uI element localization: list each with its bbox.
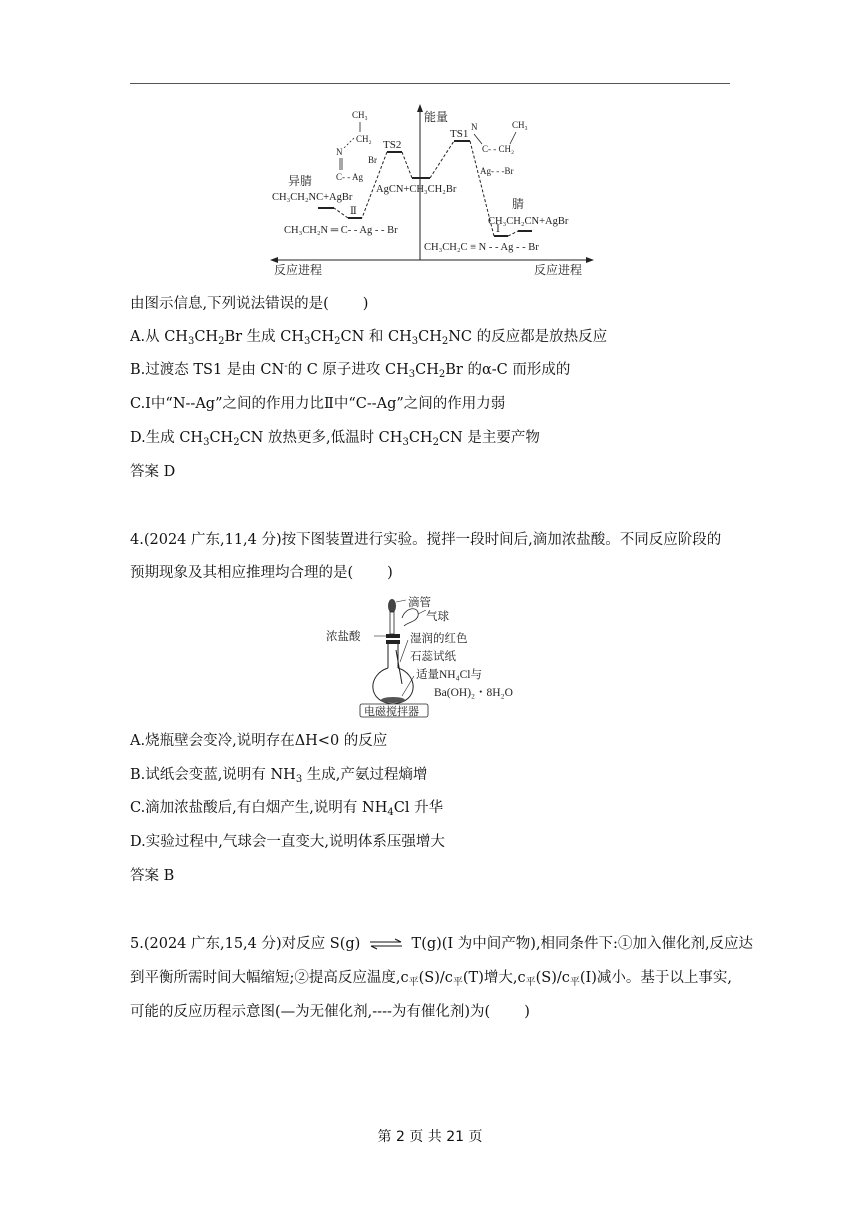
int2-species: CH₃CH₂N ═ C- - Ag - - Br (284, 225, 398, 236)
int2-label: Ⅱ (350, 206, 357, 217)
ts2-c-ag: C- - Ag (336, 172, 363, 182)
energy-diagram (262, 100, 598, 280)
q5-line2: 到平衡所需时间大幅缩短;②提高反应温度$,c_平(S)/c_平(T)$增大$,c_平(S)/c_平(I)$减小。基于以上事实, (130, 970, 733, 988)
q3-option-c: C.Ⅰ中“N--Ag”之间的作用力比Ⅱ中“C--Ag”之间的作用力弱 (130, 396, 506, 412)
ts2-label: TS2 (383, 139, 402, 151)
q5-line1: 5.(2024 广东,15,4 分)对反应 S(g) T(g)(I 为中间产物),相同条件下:①加入催化剂,反应达 (130, 936, 754, 952)
ts1-ch3: CH₃ (512, 120, 528, 130)
nitrile-label: 腈 (512, 197, 525, 211)
hcl-label: 浓盐酸 (326, 631, 361, 643)
balloon-label: 气球 (426, 611, 449, 623)
left-product: CH₃CH₂NC+AgBr (272, 192, 353, 203)
center-species: AgCN+CH₃CH₂Br (376, 184, 457, 195)
ts2-ch3: CH₃ (352, 110, 368, 120)
dropper-label: 滴管 (408, 597, 431, 609)
progress-right-label: 反应进程 (534, 263, 583, 277)
q4-option-d: D.实验过程中,气球会一直变大,说明体系压强增大 (130, 834, 445, 850)
progress-left-label: 反应进程 (274, 263, 323, 277)
q3-option-b: B.过渡态 TS1 是由 CN-的 C 原子进攻 $CH_3CH_2Br$ 的α-C 而形成的 (130, 361, 571, 380)
ts1-label: TS1 (450, 128, 469, 140)
ts1-n: N (471, 122, 478, 132)
q4-option-c: C.滴加浓盐酸后,有白烟产生,说明有 $NH_4Cl$ 升华 (130, 800, 444, 818)
reagent-label-2: Ba(OH)₂・8H₂O (434, 687, 513, 699)
ts2-ch2: CH₂ (356, 134, 372, 144)
ts1-c-ch2: C- - CH₂ (482, 144, 515, 154)
q3-option-a: A.从 $CH_3CH_2Br$ 生成 $CH_3CH_2CN$ 和 $CH_3CH_2NC$ 的反应都是放热反应 (130, 329, 608, 347)
q4-option-b: B.试纸会变蓝,说明有 $NH_3$ 生成,产氨过程熵增 (130, 767, 428, 785)
ts1-ag-br: Ag- - -Br (480, 166, 514, 176)
isonitrile-label: 异腈 (288, 174, 313, 188)
ts2-n: N (336, 147, 343, 157)
q4-option-a: A.烧瓶壁会变冷,说明存在ΔH<0 的反应 (130, 733, 388, 749)
right-product: CH₃CH₂CN+AgBr (488, 216, 569, 227)
energy-axis-label: 能量 (424, 110, 449, 124)
int1-species: CH₃CH₂C ≡ N - - Ag - - Br (424, 242, 539, 253)
q4-stem-line1: 4.(2024 广东,11,4 分)按下图装置进行实验。搅拌一段时间后,滴加浓盐酸。不同反应阶段的 (130, 532, 722, 548)
q3-option-d: D.生成 $CH_3CH_2CN$ 放热更多,低温时 $CH_3CH_2CN$ 是主要产物 (130, 430, 540, 448)
q4-answer: 答案 B (130, 868, 175, 884)
equilibrium-arrow-icon (369, 938, 403, 950)
litmus-label-1: 湿润的红色 (410, 633, 468, 645)
q3-stem: 由图示信息,下列说法错误的是( ) (130, 296, 369, 312)
apparatus-figure (326, 592, 536, 718)
reagent-label-1: 适量NH₄Cl与 (416, 669, 482, 681)
q3-answer: 答案 D (130, 464, 176, 480)
stirrer-label: 电磁搅拌器 (364, 706, 419, 718)
page-footer: 第 2 页 共 21 页 (377, 1129, 483, 1145)
ts2-br: Br (368, 155, 377, 165)
q4-stem-line2: 预期现象及其相应推理均合理的是( ) (130, 565, 393, 581)
header-rule (130, 83, 730, 84)
litmus-label-2: 石蕊试纸 (410, 651, 456, 663)
q5-line3: 可能的反应历程示意图(—为无催化剂,----为有催化剂)为( ) (130, 1004, 530, 1020)
int1-label: Ⅰ (496, 224, 500, 235)
